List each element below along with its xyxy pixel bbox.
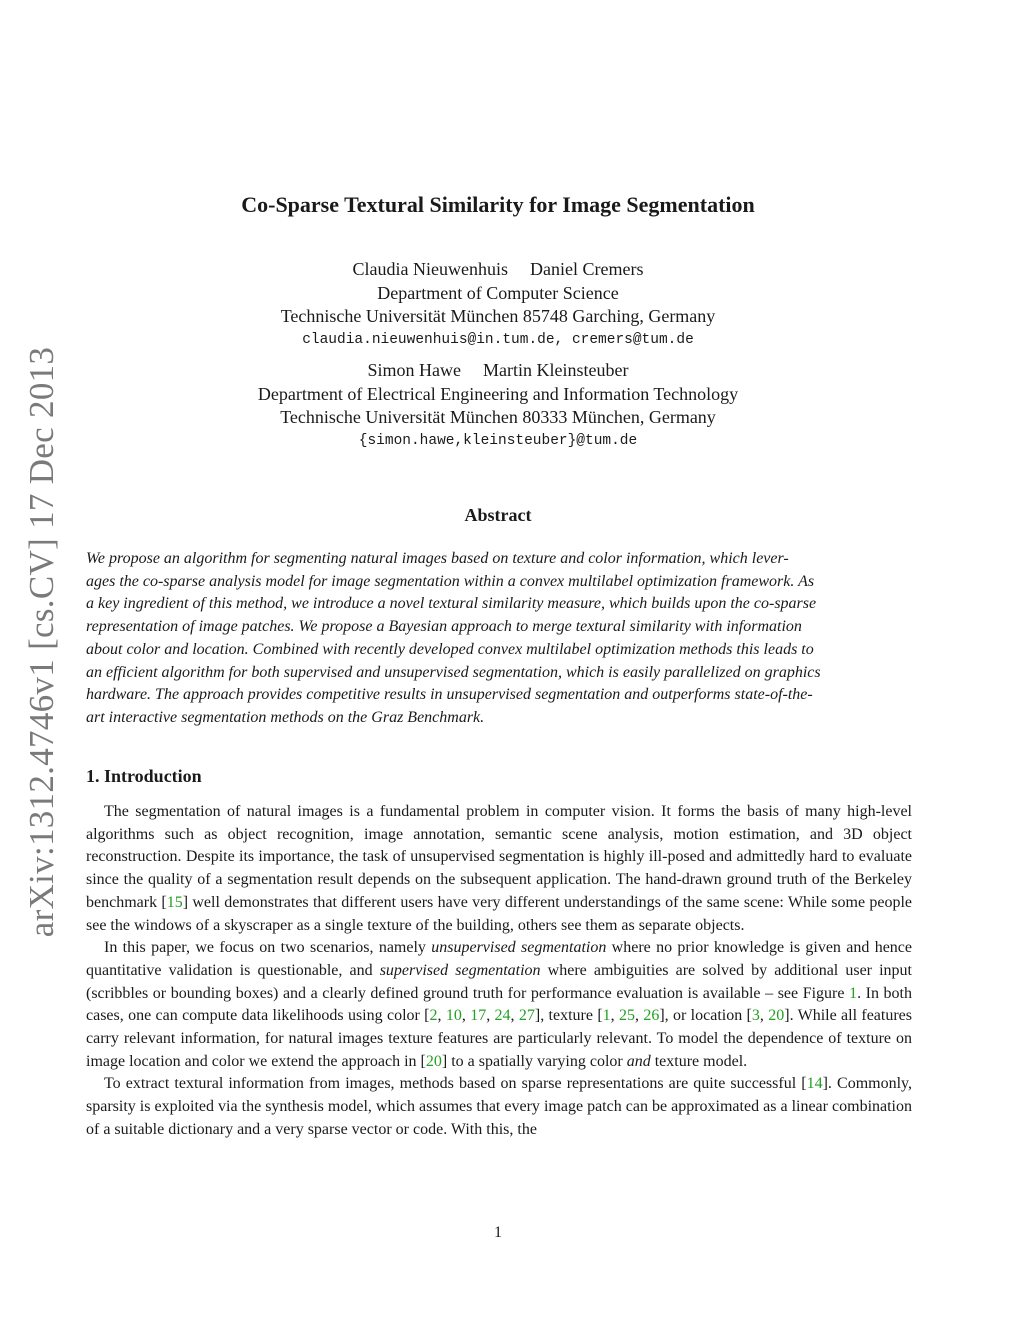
citation-link[interactable]: 3 [751,1007,760,1025]
citation-link[interactable]: 20 [768,1007,785,1025]
author-block [0,258,996,453]
section-heading-introduction: 1. Introduction [86,766,202,786]
abstract-line: art interactive segmentation methods on the Graz Benchmark. [86,708,485,726]
citation-link[interactable]: 27 [518,1007,535,1025]
citation-link[interactable]: 15 [166,893,183,911]
citation-link[interactable]: 24 [494,1007,511,1025]
author-institution-1: Technische Universität München 85748 Garching, Germany [280,306,716,326]
author-names-2 [0,359,996,383]
paragraph: In this paper, we focus on two scenarios, namely unsupervised segmentation where no prior knowledge is given and hence quantitative validation is questionable, and supervised segmentation where ambiguities are solved by additional user input (scribbles or bounding boxes) and a clearly defined ground truth for performance evaluation is available – see Figure 1. In both cases, one can compute data likelihoods using color [2, 10, 17, 24, 27], texture [1, 25, 26], or location [3, 20]. While all features carry relevant information, for natural images texture features are particularly relevant. To model the dependence of texture on image location and color we extend the approach in [20] to a spatially varying color and texture model. [86,939,913,1070]
abstract-line: a key ingredient of this method, we introduce a novel textural similarity measure, which builds upon the co-sparse [86,595,817,613]
arxiv-stamp: arXiv:1312.4746v1 [cs.CV] 17 Dec 2013 [22,346,61,938]
citation-link[interactable]: 2 [429,1007,438,1025]
author-name: Claudia Nieuwenhuis [352,259,508,279]
citation-link[interactable]: 25 [619,1007,635,1025]
author-name: Simon Hawe [367,360,462,380]
citation-link[interactable]: 10 [445,1007,462,1025]
paragraph: The segmentation of natural images is a fundamental problem in computer vision. It forms the basis of many high-level algorithms such as object recognition, image annotation, semantic scene analysis, motion estimation, and 3D object reconstruction. Despite its importance, the task of unsupervised segmentation is highly ill-posed and admittedly hard to evaluate since the quality of a segmentation result depends on the subsequent application. The hand-drawn ground truth of the Berkeley benchmark [15] well demonstrates that different users have very different understandings of the same scene: While some people see the windows of a skyscraper as a single texture of the building, others see them as separate objects. [86,803,913,934]
page-number: 1 [494,1224,502,1241]
citation-link[interactable]: 14 [806,1075,823,1093]
citation-link[interactable]: 20 [425,1052,442,1070]
abstract-line: hardware. The approach provides competitive results in unsupervised segmentation and outperforms state-of-the- [86,686,813,704]
author-department-1: Department of Computer Science [377,282,619,303]
author-department-2: Department of Electrical Engineering and Information Technology [257,383,739,404]
author-email-1[interactable]: claudia.nieuwenhuis@in.tum.de, cremers@tum.de [302,331,694,348]
abstract-line: representation of image patches. We propose a Bayesian approach to merge textural similarity with information [86,618,802,636]
citation-link[interactable]: 26 [643,1007,660,1025]
author-name: Daniel Cremers [530,259,644,279]
paragraph: To extract textural information from images, methods based on sparse representations are quite successful [14]. Commonly, sparsity is exploited via the synthesis model, which assumes that every image patch can be approximated as a linear combination of a suitable dictionary and a very sparse vector or code. With this, the [86,1075,912,1138]
abstract-line: about color and location. Combined with recently developed convex multilabel optimization methods this leads to [86,640,814,658]
figure-link[interactable]: 1 [849,984,858,1002]
citation-link[interactable]: 1 [602,1007,611,1025]
abstract-heading: Abstract [464,505,532,525]
abstract-line: ages the co-sparse analysis model for image segmentation within a convex multilabel optimization framework. As [86,572,815,590]
author-email-2[interactable]: {simon.hawe,kleinsteuber}@tum.de [358,432,638,449]
author-names-1 [0,258,996,282]
author-institution-2: Technische Universität München 80333 München, Germany [280,407,716,427]
author-name: Martin Kleinsteuber [483,360,629,380]
introduction-body [86,801,912,1142]
abstract-line: an efficient algorithm for both supervised and unsupervised segmentation, which is easily parallelized on graphics [86,663,821,681]
abstract-line: We propose an algorithm for segmenting natural images based on texture and color information, which lever- [86,550,789,567]
abstract-body [86,548,912,730]
citation-link[interactable]: 17 [470,1007,487,1025]
paper-title: Co-Sparse Textural Similarity for Image Segmentation [241,192,755,217]
